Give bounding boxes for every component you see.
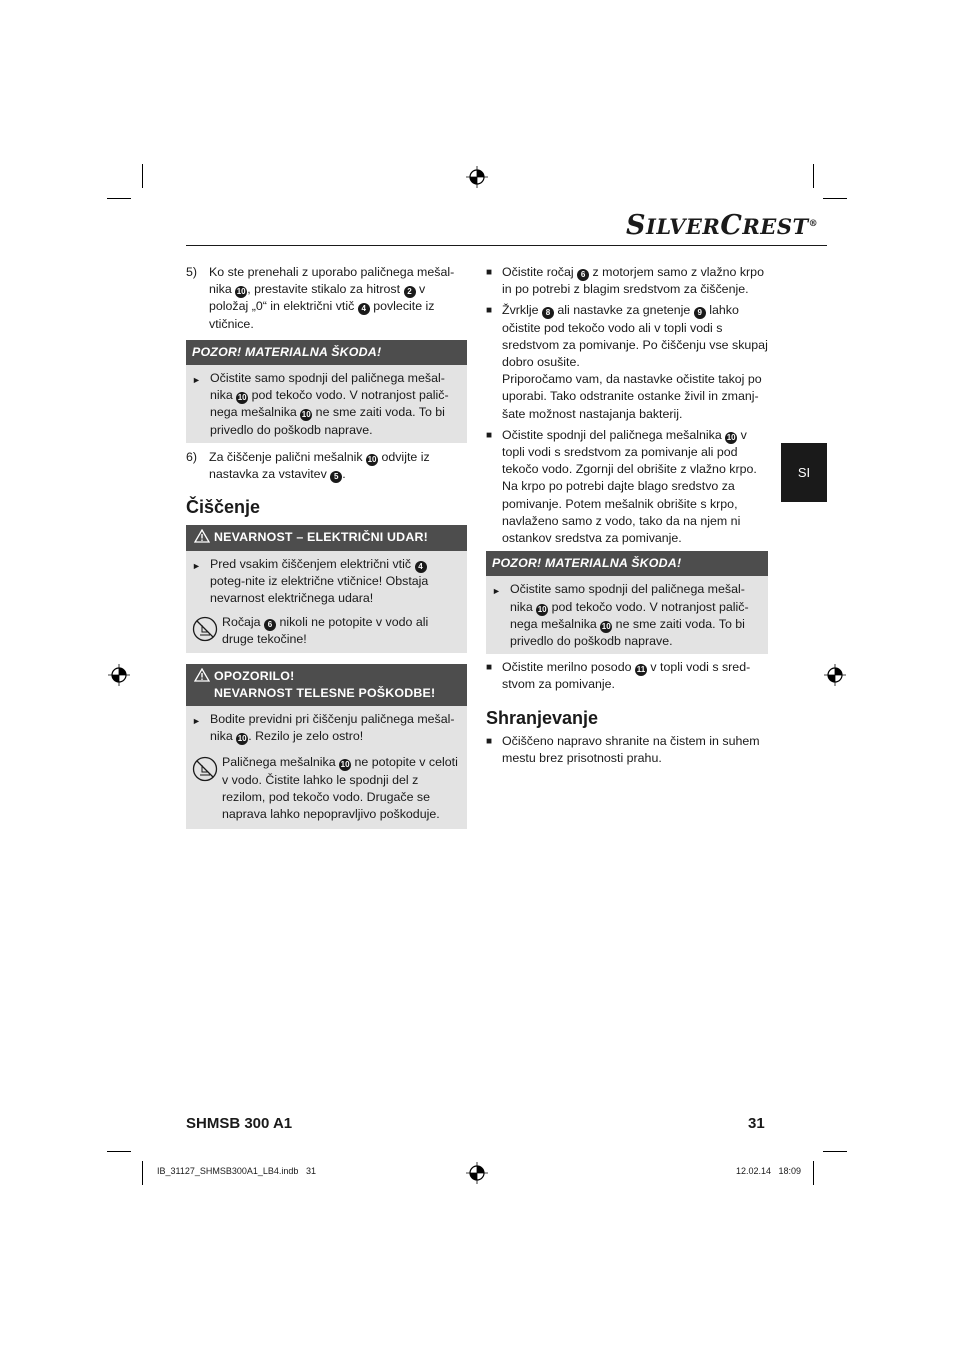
warning-box-material [486, 551, 768, 654]
no-immersion-note: Ročaja 6 nikoli ne potopite v vodo ali druge tekočine! [186, 614, 467, 648]
no-water-immersion-icon [192, 756, 218, 782]
left-column [186, 264, 467, 829]
print-slug-file: IB_31127_SHMSB300A1_LB4.indb 31 [157, 1166, 316, 1176]
registration-mark-icon [466, 166, 488, 188]
danger-item: ► Pred vsakim čiščenjem električni vtič 4 poteg-nite iz električne vtičnice! Obstaja nevarnost električnega udara! [186, 556, 467, 608]
no-water-immersion-icon [192, 616, 218, 642]
crop-mark [142, 164, 143, 188]
square-bullet-icon: ■ [486, 305, 493, 317]
crop-mark [107, 1151, 131, 1152]
warning-triangle-icon [194, 668, 210, 682]
arrow-bullet-icon: ► [492, 586, 501, 597]
registration-mark-icon [466, 1162, 488, 1184]
danger-title: NEVARNOST – ELEKTRIČNI UDAR! [186, 525, 467, 550]
registration-mark-icon [824, 664, 846, 686]
warning-item: ► Očistite samo spodnji del paličnega mešal-nika 10 pod tekočo vodo. V notranjost palič-nega mešalnika 10 ne sme zaiti voda. To bi privedlo do poškodb naprave. [186, 370, 467, 439]
caution-title: OPOZORILO! NEVARNOST TELESNE POŠKODBE! [186, 664, 467, 706]
bullet-item: ■ Žvrklje 8 ali nastavke za gnetenje 9 lahko očistite pod tekočo vodo ali v topli vodi s sredstvom za pomivanje. Po čiščenju vse skupaj dobro osušite. Priporočamo vam, da nastavke očistite takoj po uporabi. Tako odstranite ostanke živil in zmanj-šate možnost nastajanja bakterij. [486, 302, 768, 422]
danger-box-electric [186, 525, 467, 652]
caution-item: ► Bodite previdni pri čiščenju paličnega mešal-nika 10 . Rezilo je zelo ostro! [186, 711, 467, 745]
warning-triangle-icon [194, 529, 210, 543]
bullet-item: ■ Očiščeno napravo shranite na čistem in suhem mestu brez prisotnosti prahu. [486, 733, 768, 767]
section-heading-cleaning: Čiščenje [186, 497, 261, 518]
square-bullet-icon: ■ [486, 267, 493, 278]
arrow-bullet-icon: ► [192, 716, 201, 727]
crop-mark [142, 1161, 143, 1185]
warning-title: POZOR! MATERIALNA ŠKODA! [186, 340, 467, 365]
crop-mark [107, 198, 131, 199]
square-bullet-icon: ■ [486, 429, 493, 441]
header-rule [186, 245, 827, 246]
warning-item: ► Očistite samo spodnji del paličnega mešal-nika 10 pod tekočo vodo. V notranjost palič-nega mešalnika 10 ne sme zaiti voda. To bi privedlo do poškodb naprave. [486, 581, 768, 650]
arrow-bullet-icon: ► [192, 560, 201, 571]
step-5: 5) Ko ste prenehali z uporabo paličnega mešal-nika 10 , prestavite stikalo za hitrost 2 v položaj „0“ in električni vtič 4 povlecite iz vtičnice. [186, 265, 455, 331]
section-heading-storage: Shranjevanje [486, 707, 599, 728]
warning-title: POZOR! MATERIALNA ŠKODA! [486, 551, 768, 576]
square-bullet-icon: ■ [486, 662, 493, 674]
right-column [486, 264, 768, 767]
footer-model: SHMSB 300 A1 [186, 1115, 293, 1132]
crop-mark [813, 164, 814, 188]
warning-box-material [186, 340, 467, 443]
page-number: 31 [748, 1115, 765, 1132]
caution-box-injury [186, 664, 467, 830]
crop-mark [823, 198, 847, 199]
arrow-bullet-icon: ► [192, 375, 201, 386]
bullet-item: ■ Očistite spodnji del paličnega mešalnika 10 v topli vodi s sredstvom za pomivanje ali pod tekočo vodo. Zgornji del obrišite z vlažno krpo. Na krpo po potrebi dajte blago sredstvo za pomivanje. Potem mešalnik obrišite s krpo, navlaženo samo z vodo, tako da na njem ni ostankov sredstva za pomivanje. [486, 427, 768, 547]
square-bullet-icon: ■ [486, 735, 493, 747]
step-6: 6) Za čiščenje palični mešalnik 10 odvijte iz nastavka za vstavitev 5 . [186, 449, 430, 482]
bullet-item: ■ Očistite ročaj 6 z motorjem samo z vlažno krpo in po potrebi z blagim sredstvom za čiščenje. [486, 264, 768, 298]
brand-logo: SILVERCREST® [626, 210, 819, 241]
crop-mark [823, 1151, 847, 1152]
no-immersion-note: Paličnega mešalnika 10 ne potopite v celoti v vodo. Čistite lahko le spodnji del z rezilom, pod tekočo vodo. Drugače se naprava lahko nepopravljivo poškoduje. [186, 754, 467, 823]
bullet-item: ■ Očistite merilno posodo 11 v topli vodi s sred-stvom za pomivanje. [486, 659, 768, 693]
print-slug-date: 12.02.14 18:09 [736, 1166, 802, 1176]
registration-mark-icon [108, 664, 130, 686]
language-tab: SI [781, 443, 827, 502]
crop-mark [813, 1161, 814, 1185]
